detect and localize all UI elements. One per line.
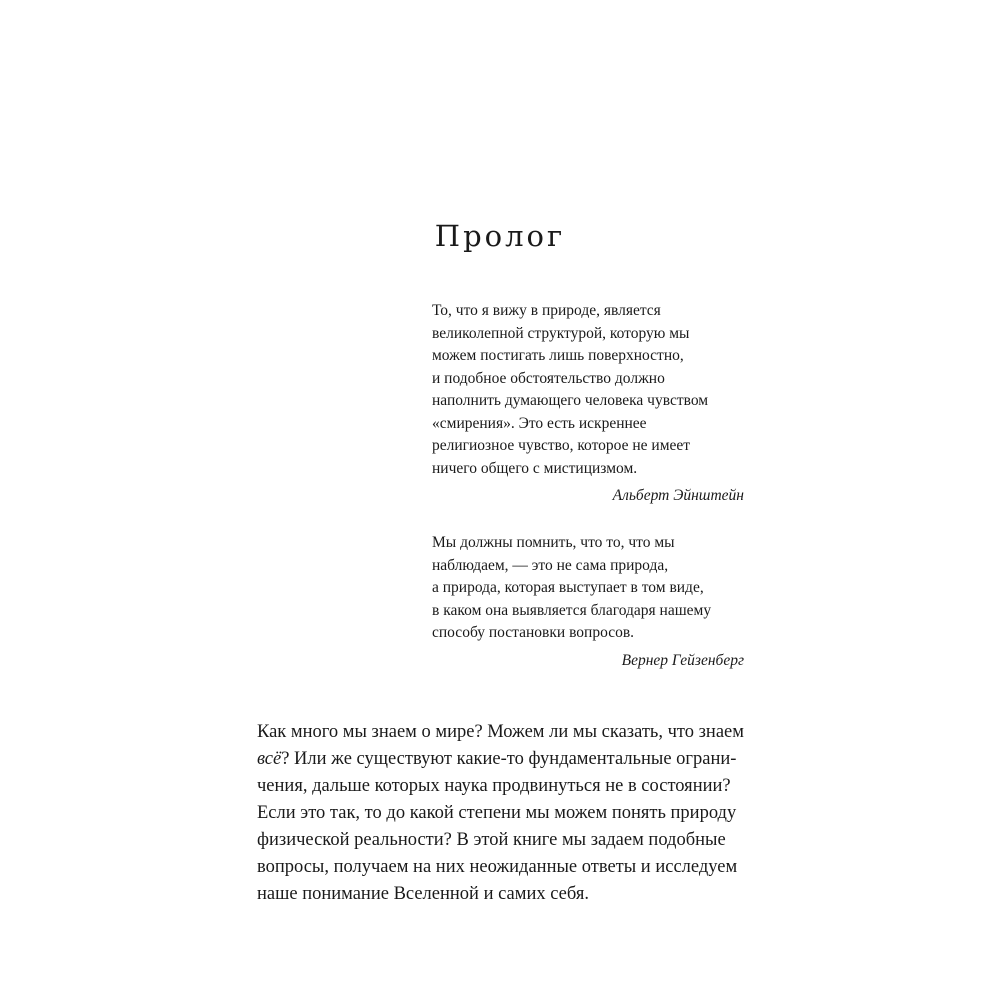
paragraph-line-text: ? Или же существуют какие-то фундаментальные ограни- (281, 749, 737, 769)
epigraph-einstein (432, 300, 744, 508)
epigraph-heisenberg (432, 532, 744, 672)
epigraph-author: Вернер Гейзенберг (621, 651, 744, 669)
paragraph-line: вопросы, получаем на них неожиданные ответы и исследуем (257, 857, 738, 877)
epigraph-line: «смирения». Это есть искреннее (432, 414, 647, 432)
epigraph-line: наблюдаем, — это не сама природа, (432, 556, 669, 574)
paragraph-line (257, 746, 747, 773)
epigraph-line: и подобное обстоятельство должно (432, 369, 665, 387)
epigraph-line: способу постановки вопросов. (432, 624, 635, 641)
epigraph-line: ничего общего с мистицизмом. (432, 459, 638, 477)
epigraph-line: То, что я вижу в природе, является (432, 302, 661, 319)
epigraph-line: можем постигать лишь поверхностно, (432, 347, 684, 364)
emphasized-word: всё (257, 749, 282, 769)
paragraph-line: Если это так, то до какой степени мы можем понять природу (257, 803, 737, 823)
paragraph-line: наше понимание Вселенной и самих себя. (257, 884, 589, 904)
epigraph-line: а природа, которая выступает в том виде, (432, 579, 704, 596)
epigraph-line: великолепной структурой, которую мы (432, 324, 690, 342)
paragraph-line: чения, дальше которых наука продвинуться не в состоянии? (257, 776, 731, 796)
body-paragraph (257, 719, 747, 908)
epigraph-line: в каком она выявляется благодаря нашему (432, 601, 712, 619)
epigraph-author: Альберт Эйнштейн (612, 487, 744, 504)
paragraph-line: физической реальности? В этой книге мы задаем подобные (257, 830, 726, 850)
paragraph-line: Как много мы знаем о мире? Можем ли мы сказать, что знаем (257, 722, 744, 742)
epigraph-line: Мы должны помнить, что то, что мы (432, 534, 675, 551)
epigraph-line: религиозное чувство, которое не имеет (432, 437, 691, 454)
epigraph-line: наполнить думающего человека чувством (432, 392, 709, 409)
chapter-title: Пролог (434, 219, 566, 253)
